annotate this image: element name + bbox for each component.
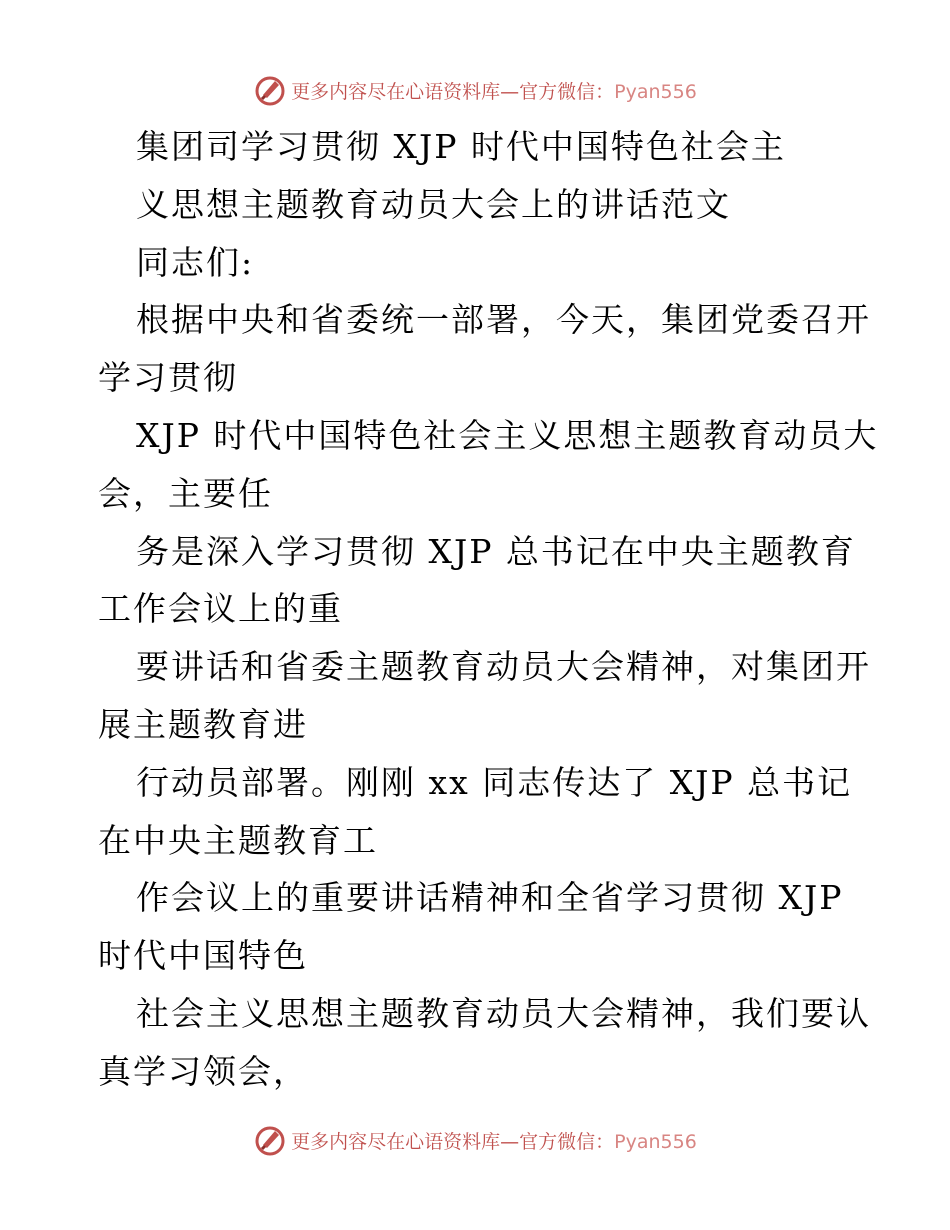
header-watermark bbox=[0, 70, 950, 110]
text-line: 学习贯彻 bbox=[98, 358, 238, 398]
text-line: 社会主义思想主题教育动员大会精神，我们要认 bbox=[136, 993, 871, 1033]
wechat-id: Pyan556 bbox=[614, 80, 697, 103]
watermark-text: 更多内容尽在心语资料库—官方微信：Pyan556 bbox=[291, 1130, 697, 1153]
text-line: 行动员部署。刚刚 xx 同志传达了 XJP 总书记 bbox=[136, 762, 853, 802]
text-line: 展主题教育进 bbox=[98, 704, 308, 744]
text-line: 作会议上的重要讲话精神和全省学习贯彻 XJP bbox=[136, 878, 844, 918]
text-line: 集团司学习贯彻 XJP 时代中国特色社会主 bbox=[136, 127, 786, 166]
text-line: 根据中央和省委统一部署，今天，集团党委召开 bbox=[136, 300, 871, 340]
text-line: XJP 时代中国特色社会主义思想主题教育动员大 bbox=[136, 415, 879, 455]
text-line: 在中央主题教育工 bbox=[98, 820, 378, 860]
document-body bbox=[98, 118, 879, 1101]
wechat-id: Pyan556 bbox=[614, 1130, 697, 1153]
watermark-text: 更多内容尽在心语资料库—官方微信：Pyan556 bbox=[291, 80, 697, 103]
text-line: 同志们: bbox=[136, 242, 255, 282]
text-line: 要讲话和省委主题教育动员大会精神，对集团开 bbox=[136, 647, 871, 687]
brand-logo-icon bbox=[253, 73, 287, 107]
brand-logo-icon bbox=[253, 1123, 287, 1157]
text-line: 工作会议上的重 bbox=[98, 589, 343, 629]
text-line: 真学习领会， bbox=[98, 1051, 308, 1091]
text-line: 务是深入学习贯彻 XJP 总书记在中央主题教育 bbox=[136, 531, 856, 571]
text-line: 义思想主题教育动员大会上的讲话范文 bbox=[136, 184, 731, 224]
text-line: 会，主要任 bbox=[98, 473, 273, 513]
text-line: 时代中国特色 bbox=[98, 936, 308, 976]
footer-watermark bbox=[0, 1120, 950, 1160]
